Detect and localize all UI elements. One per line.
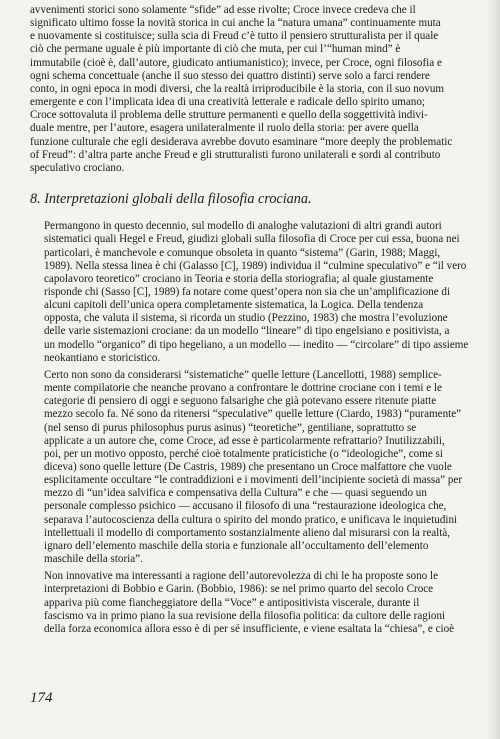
text-line: immutabile (cioè è, dall’autore, giudicato antiumanistico); invece, per Croce, ogni filosofia e bbox=[30, 56, 442, 69]
text-line: neokantiano e storicistico. bbox=[44, 351, 161, 364]
text-line: of Freud”: d’altra parte anche Freud e gli strutturalisti furono unilaterali e sordi al contributo bbox=[30, 148, 441, 161]
text-line: capolavoro teoretico” crociano in Teoria e storia della storiografia; al quale giustamente bbox=[44, 272, 434, 285]
text-line: particolari, è manchevole e comunque obsoleta in quanto “sistema” (Garin, 1988; Maggi, bbox=[44, 246, 441, 259]
text-line: Certo non sono da considerarsi “sistematiche” quelle letture (Lancellotti, 1988) semplice- bbox=[44, 368, 442, 381]
text-line: mente compilatorie che neanche provano a confrontare le dottrine crociane con i temi e le bbox=[44, 382, 442, 395]
text-line: e nuovamente si costituisce; sulla scia di Freud c’è tutto il pensiero strutturalista per il quale bbox=[30, 30, 439, 43]
text-line: avvenimenti storici sono solamente “sfide” ad esse rivolte; Croce invece credeva che il bbox=[30, 4, 416, 16]
text-line: un modello “organico” di tipo hegeliano, a un modello — inedito — “circolare” di tipo assieme bbox=[44, 338, 469, 351]
text-line: conto, in ogni epoca in modi diversi, che la realtà irriproducibile è la storia, con il suo novum bbox=[30, 82, 445, 95]
text-line: maschile della storia”. bbox=[44, 553, 143, 566]
text-line: mezzo di “un’idea salvifica e compensativa della Cultura” e che — quasi seguendo un bbox=[44, 487, 427, 500]
text-line: delle varie sistemazioni crociane: da un modello “lineare” di tipo engelsiano e positivista, a bbox=[44, 325, 450, 338]
text-line: sistematici quali Hegel e Freud, giudizi globali sulla filosofia di Croce per cui essa, buona nei bbox=[44, 233, 460, 246]
text-body bbox=[30, 4, 480, 636]
paragraph-1 bbox=[30, 4, 480, 175]
text-line: Croce sottovaluta il problema delle strutture permanenti e quello della soggettività indivi- bbox=[30, 109, 428, 122]
text-line: 1989). Nella stessa linea è chi (Galasso [C], 1989) individua il “culmine speculativo” e “il vero bbox=[44, 259, 467, 272]
paragraph-3 bbox=[30, 369, 480, 566]
text-line: risponde chi (Sasso [C], 1989) fa notare come quest’opera non sia che un’amplificazione di bbox=[44, 285, 451, 298]
text-line: opposta, che valuta il sistema, si ricorda un studio (Pezzino, 1983) che mostra l’evoluzione bbox=[44, 312, 448, 325]
text-line: emergente e con l’implicata idea di una creatività letterale e radicale dello spirito umano; bbox=[30, 96, 425, 109]
section-heading: 8. Interpretazioni globali della filosofia crociana. bbox=[30, 191, 312, 208]
text-line: applicate a un autore che, come Croce, ad esse è particolarmente refrattario? Inutilizzabili, bbox=[44, 434, 445, 447]
text-line: intellettuali il modello di comportamento sostanzialmente alieno dal misurarsi con la realtà, bbox=[44, 526, 451, 539]
text-line: esplicitamente occultare “le contraddizioni e i movimenti dell’incipiente società di massa” per bbox=[44, 474, 463, 487]
text-line: duale mentre, per l’autore, esagera unilateralmente il ruolo della storia: per avere quella bbox=[30, 122, 419, 135]
text-line: separava l’autocoscienza della cultura o spirito del mondo pratico, e unificava le inquietudini bbox=[44, 513, 458, 526]
text-line: (nel senso di purus philosophus purus asinus) “teoretiche”, gentiliane, soprattutto se bbox=[44, 421, 417, 434]
text-line: della forza economica allora esso è di per sé insufficiente, e viene esaltata la “chiesa”, e cioè bbox=[44, 622, 455, 635]
paragraph-4 bbox=[30, 570, 480, 636]
text-line: diceva) sono quelle letture (De Castris, 1989) che presentano un Croce malfattore che vuole bbox=[44, 461, 452, 473]
text-line: ciò che permane uguale è più importante di ciò che muta, per cui l’“human mind” è bbox=[30, 43, 401, 56]
text-line: funzione culturale che egli desiderava avrebbe dovuto esaminare “more deeply the problematic bbox=[30, 135, 453, 148]
paragraph-2 bbox=[30, 220, 480, 365]
scan-shadow bbox=[486, 0, 500, 739]
text-line: fascismo va in primo piano la sua revisione della filosofia politica: da cultore delle ragioni bbox=[44, 609, 446, 622]
text-line: personale complesso psichico — accusano il filosofo di una “restaurazione ideologica che, bbox=[44, 500, 447, 513]
text-line: mezzo secolo fa. Né sono da ritenersi “speculative” quelle letture (Ciardo, 1983) “puramente” bbox=[44, 408, 462, 421]
text-line: speculativo crociano. bbox=[30, 161, 125, 174]
text-line: categorie di pensiero di oggi e seguono falsarighe che già potevano essere ritenute piatte bbox=[44, 395, 437, 408]
page-number: 174 bbox=[30, 690, 53, 706]
text-line: alcuni capitoli dell’unica opera completamente sistematica, la Logica. Della tendenza bbox=[44, 299, 424, 312]
text-line: interpretazioni di Bobbio e Garin. (Bobbio, 1986): se nel primo quarto del secolo Croce bbox=[44, 583, 434, 596]
text-line: poi, per un motivo opposto, perché cioè totalmente praticistiche (o “ideologiche”, come si bbox=[44, 447, 443, 460]
text-line: Permangono in questo decennio, sul modello di analoghe valutazioni di altri grandi autori bbox=[44, 220, 442, 233]
text-line: appariva più come fiancheggiatore della “Voce” e antipositivista viscerale, durante il bbox=[44, 596, 420, 609]
text-line: Non innovative ma interessanti a ragione dell’autorevolezza di chi le ha proposte sono le bbox=[44, 570, 439, 583]
text-line: ogni schema concettuale (anche il suo stesso dei quattro distinti) serve solo a farci rendere bbox=[30, 69, 430, 82]
text-line: significato ultimo fosse la novità storica in cui anche la “natura umana” continuamente muta bbox=[30, 17, 441, 30]
text-line: ignaro dell’elemento maschile della storia e funzionale all’occultamento dell’elemento bbox=[44, 539, 429, 552]
